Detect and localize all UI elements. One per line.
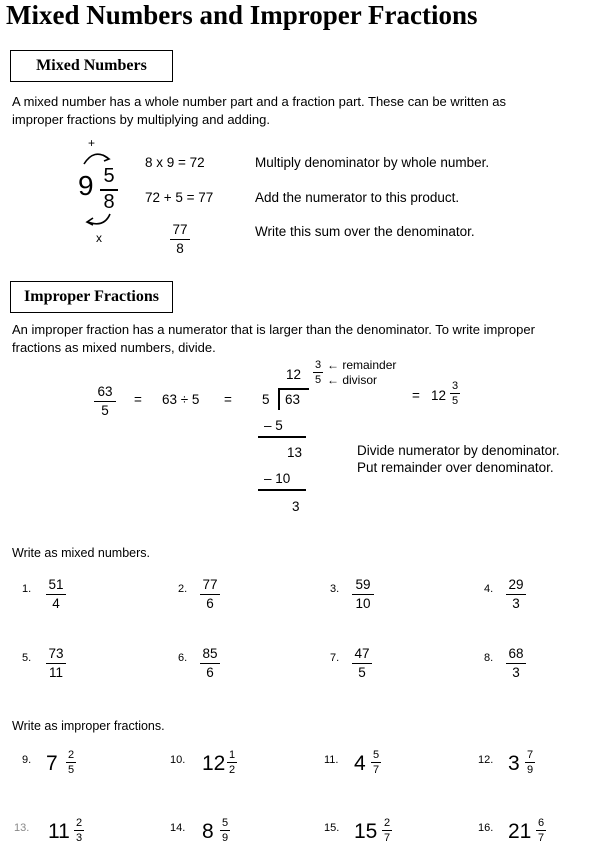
item-numerator: 47 xyxy=(354,646,370,661)
item-label: 15. xyxy=(324,822,340,834)
item-fraction-bar xyxy=(227,762,237,763)
division-note-2: Put remainder over denominator. xyxy=(357,460,554,475)
item-label: 16. xyxy=(478,822,494,834)
item-whole: 11 xyxy=(48,820,70,843)
item-label: 5. xyxy=(22,652,32,664)
example-numerator: 63 xyxy=(97,384,113,399)
item-denominator: 7 xyxy=(372,764,380,776)
division-note-1: Divide numerator by denominator. xyxy=(357,443,560,458)
quotient-fraction-bar xyxy=(313,372,323,373)
item-denominator: 9 xyxy=(221,832,229,844)
result-whole: 12 xyxy=(431,388,447,403)
item-whole: 21 xyxy=(508,820,532,843)
quotient: 12 xyxy=(286,367,302,382)
mixed-intro-line2: improper fractions by multiplying and adding. xyxy=(12,112,270,127)
exercise1-instruction: Write as mixed numbers. xyxy=(12,546,151,560)
improper-intro-line1: An improper fraction has a numerator that is larger than the denominator. To write improper xyxy=(12,322,535,337)
item-denominator: 2 xyxy=(228,764,236,776)
mixed-whole: 9 xyxy=(78,170,94,201)
item-whole: 8 xyxy=(202,820,214,843)
item-numerator: 29 xyxy=(508,577,524,592)
times-sign: x xyxy=(96,231,102,245)
item-denominator: 3 xyxy=(512,596,520,611)
item-fraction-bar xyxy=(371,762,381,763)
item-fraction-bar xyxy=(382,830,392,831)
item-label: 13. xyxy=(14,822,30,834)
item-numerator: 85 xyxy=(202,646,218,661)
item-fraction-bar xyxy=(74,830,84,831)
equals-1: = xyxy=(134,392,142,407)
division-bar xyxy=(279,388,309,390)
item-fraction-bar xyxy=(352,594,374,595)
subtract-1-line xyxy=(258,436,306,438)
item-label: 14. xyxy=(170,822,186,834)
item-numerator: 77 xyxy=(202,577,218,592)
subtract-2-line xyxy=(258,489,306,491)
step3-numerator: 77 xyxy=(172,222,188,237)
item-denominator: 5 xyxy=(358,665,366,680)
example-denominator: 5 xyxy=(101,403,109,418)
quotient-denominator: 5 xyxy=(314,374,322,386)
item-fraction-bar xyxy=(46,594,66,595)
item-label: 7. xyxy=(330,652,340,664)
mixed-denominator: 8 xyxy=(103,191,115,213)
step3-denominator: 8 xyxy=(176,241,184,256)
item-fraction-bar xyxy=(220,830,230,831)
quotient-numerator: 3 xyxy=(314,359,322,371)
item-label: 3. xyxy=(330,583,340,595)
item-whole: 15 xyxy=(354,820,378,843)
item-label: 6. xyxy=(178,652,188,664)
item-label: 8. xyxy=(484,652,494,664)
exercise2-instruction: Write as improper fractions. xyxy=(12,719,165,733)
item-fraction-bar xyxy=(525,762,535,763)
item-numerator: 59 xyxy=(355,577,371,592)
remainder-2: 3 xyxy=(292,499,300,514)
item-numerator: 6 xyxy=(537,817,545,829)
item-label: 4. xyxy=(484,583,494,595)
page-title: Mixed Numbers and Improper Fractions xyxy=(6,0,478,30)
mixed-intro-line1: A mixed number has a whole number part and a fraction part. These can be written as xyxy=(12,94,507,109)
mixed-intro xyxy=(12,93,506,129)
item-fraction-bar xyxy=(352,663,372,664)
item-fraction-bar xyxy=(536,830,546,831)
step2-equation: 72 + 5 = 77 xyxy=(145,190,214,205)
item-denominator: 9 xyxy=(526,764,534,776)
result-fraction-bar xyxy=(450,393,460,394)
item-fraction-bar xyxy=(200,594,220,595)
item-denominator: 11 xyxy=(48,665,63,680)
item-label: 9. xyxy=(22,754,32,766)
item-denominator: 6 xyxy=(206,665,214,680)
item-denominator: 4 xyxy=(52,596,60,611)
item-whole: 4 xyxy=(354,752,366,775)
item-numerator: 51 xyxy=(48,577,64,592)
item-denominator: 3 xyxy=(75,832,83,844)
item-numerator: 2 xyxy=(75,817,83,829)
item-label: 1. xyxy=(22,583,32,595)
item-label: 10. xyxy=(170,754,186,766)
item-fraction-bar xyxy=(66,762,76,763)
item-numerator: 7 xyxy=(526,749,534,761)
result-numerator: 3 xyxy=(451,380,459,392)
plus-sign: + xyxy=(88,136,96,150)
dividend: 63 xyxy=(285,392,301,407)
divisor: 5 xyxy=(262,392,270,407)
item-numerator: 5 xyxy=(221,817,229,829)
item-fraction-bar xyxy=(506,594,526,595)
equals-2: = xyxy=(224,392,232,407)
step3-fraction-bar xyxy=(170,239,190,240)
multiply-arrow-icon xyxy=(80,146,114,166)
subtract-2: – 10 xyxy=(264,471,291,486)
item-whole: 12 xyxy=(202,752,226,775)
item-denominator: 7 xyxy=(537,832,545,844)
equals-3: = xyxy=(412,388,420,403)
divisor-label: ← divisor xyxy=(327,373,378,387)
item-label: 12. xyxy=(478,754,494,766)
item-whole: 7 xyxy=(46,752,58,775)
division-bracket xyxy=(278,388,280,410)
result-denominator: 5 xyxy=(451,395,459,407)
division-expression: 63 ÷ 5 xyxy=(162,392,200,407)
item-label: 2. xyxy=(178,583,188,595)
item-fraction-bar xyxy=(506,663,526,664)
item-numerator: 73 xyxy=(48,646,64,661)
item-numerator: 2 xyxy=(67,749,75,761)
improper-fractions-heading: Improper Fractions xyxy=(10,281,173,313)
remainder-1: 13 xyxy=(287,445,303,460)
example-fraction-bar xyxy=(94,401,116,402)
item-denominator: 7 xyxy=(383,832,391,844)
step1-equation: 8 x 9 = 72 xyxy=(145,155,205,170)
item-denominator: 6 xyxy=(206,596,214,611)
item-denominator: 10 xyxy=(355,596,371,611)
subtract-1: – 5 xyxy=(264,418,283,433)
step3-description: Write this sum over the denominator. xyxy=(255,224,475,239)
item-fraction-bar xyxy=(46,663,66,664)
improper-intro xyxy=(12,321,535,357)
item-numerator: 68 xyxy=(508,646,524,661)
item-numerator: 5 xyxy=(372,749,380,761)
item-whole: 3 xyxy=(508,752,520,775)
item-fraction-bar xyxy=(200,663,220,664)
mixed-numbers-heading: Mixed Numbers xyxy=(10,50,173,82)
step2-description: Add the numerator to this product. xyxy=(255,190,460,205)
item-denominator: 3 xyxy=(512,665,520,680)
mixed-numerator: 5 xyxy=(103,165,115,187)
improper-intro-line2: fractions as mixed numbers, divide. xyxy=(12,340,216,355)
item-numerator: 1 xyxy=(228,749,236,761)
add-arrow-icon xyxy=(82,210,116,230)
item-label: 11. xyxy=(324,754,339,766)
remainder-label: ← remainder xyxy=(327,358,397,372)
item-numerator: 2 xyxy=(383,817,391,829)
item-denominator: 5 xyxy=(67,764,75,776)
step1-description: Multiply denominator by whole number. xyxy=(255,155,490,170)
